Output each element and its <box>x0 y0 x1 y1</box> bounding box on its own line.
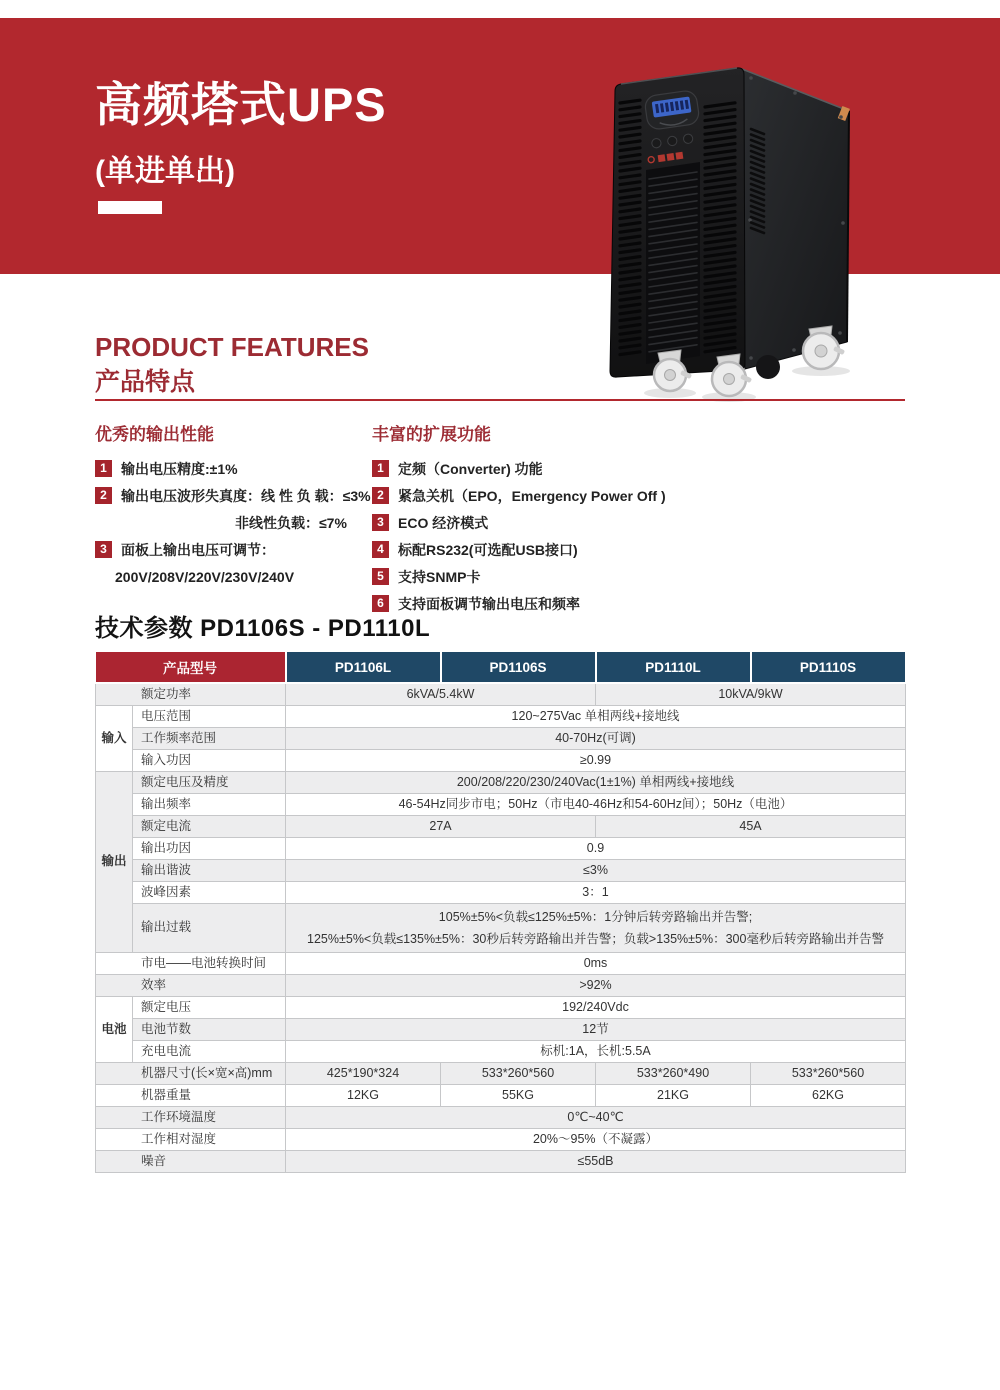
spec-value-cell: 12节 <box>286 1019 906 1041</box>
spec-header-row <box>96 652 906 683</box>
feature-text: 标配RS232(可选配USB接口) <box>398 541 578 558</box>
features-right-title: 丰富的扩展功能 <box>372 425 491 444</box>
feature-number-badge: 2 <box>95 487 112 504</box>
feature-text: 支持面板调节输出电压和频率 <box>398 595 580 612</box>
spec-label-cell: 额定功率 <box>96 683 286 706</box>
spec-value-cell: 425*190*324 <box>286 1063 441 1085</box>
spec-value-cell: 10kVA/9kW <box>596 683 906 706</box>
spec-row <box>96 706 906 728</box>
spec-value-cell: ≤3% <box>286 860 906 882</box>
feature-item <box>95 482 375 509</box>
spec-row <box>96 728 906 750</box>
spec-row <box>96 772 906 794</box>
spec-row <box>96 904 906 953</box>
spec-label-cell: 电压范围 <box>133 706 286 728</box>
spec-group-cell: 输入 <box>96 706 133 772</box>
spec-row <box>96 838 906 860</box>
feature-item <box>372 482 692 509</box>
spec-group-cell: 输出 <box>96 772 133 953</box>
spec-table-body <box>96 652 906 1173</box>
feature-item <box>372 509 692 536</box>
spec-value-cell: 6kVA/5.4kW <box>286 683 596 706</box>
ups-lcd-display <box>644 90 700 131</box>
spec-label-cell: 机器重量 <box>96 1085 286 1107</box>
banner-subtitle: (单进单出) <box>95 155 235 188</box>
spec-label-cell: 额定电压及精度 <box>133 772 286 794</box>
features-left-column <box>95 420 375 590</box>
spec-row <box>96 997 906 1019</box>
feature-item <box>372 536 692 563</box>
spec-label-cell: 工作环境温度 <box>96 1107 286 1129</box>
spec-value-cell: 0℃~40℃ <box>286 1107 906 1129</box>
feature-text: 面板上输出电压可调节： <box>121 541 275 558</box>
spec-label-cell: 输出谐波 <box>133 860 286 882</box>
spec-header-model: PD1110L <box>596 652 751 683</box>
spec-value-cell: 标机:1A，长机:5.5A <box>286 1041 906 1063</box>
spec-value-cell: 533*260*560 <box>751 1063 906 1085</box>
feature-number-badge: 2 <box>372 487 389 504</box>
feature-number-badge: 1 <box>372 460 389 477</box>
spec-label-cell: 工作频率范围 <box>133 728 286 750</box>
features-left-title: 优秀的输出性能 <box>95 425 214 444</box>
spec-row <box>96 1129 906 1151</box>
spec-label-cell: 输出频率 <box>133 794 286 816</box>
spec-value-cell: 27A <box>286 816 596 838</box>
feature-text: 输出电压精度:±1% <box>121 460 238 477</box>
spec-label-cell: 机器尺寸(长×宽×高)mm <box>96 1063 286 1085</box>
spec-row <box>96 750 906 772</box>
spec-row <box>96 1041 906 1063</box>
feature-number-badge: 6 <box>372 595 389 612</box>
features-divider <box>95 399 905 401</box>
spec-label-cell: 噪音 <box>96 1151 286 1173</box>
spec-label-cell: 输入功因 <box>133 750 286 772</box>
feature-text: ECO 经济模式 <box>398 514 489 531</box>
spec-value-cell: ≤55dB <box>286 1151 906 1173</box>
banner-title: 高频塔式UPS <box>95 78 387 131</box>
feature-number-badge: 3 <box>372 514 389 531</box>
feature-text: 支持SNMP卡 <box>398 568 481 585</box>
spec-row <box>96 1063 906 1085</box>
spec-row <box>96 860 906 882</box>
spec-row <box>96 1151 906 1173</box>
spec-table <box>95 652 907 1173</box>
ups-side-panel <box>742 69 850 369</box>
spec-label-cell: 工作相对湿度 <box>96 1129 286 1151</box>
spec-header-model: PD1106S <box>441 652 596 683</box>
spec-value-line: 105%±5%<负载≤125%±5%：1分钟后转旁路输出并告警; <box>438 909 753 924</box>
spec-label-cell: 充电电流 <box>133 1041 286 1063</box>
spec-label-cell: 输出功因 <box>133 838 286 860</box>
spec-value-cell: 21KG <box>596 1085 751 1107</box>
feature-number-badge: 5 <box>372 568 389 585</box>
spec-row <box>96 1019 906 1041</box>
product-image <box>588 55 888 405</box>
spec-value-cell: 192/240Vdc <box>286 997 906 1019</box>
spec-value-cell: 0ms <box>286 953 906 975</box>
features-heading-en: PRODUCT FEATURES <box>95 332 369 362</box>
feature-item-continuation <box>95 563 375 590</box>
spec-value-cell: 533*260*560 <box>441 1063 596 1085</box>
spec-row <box>96 1085 906 1107</box>
spec-row <box>96 882 906 904</box>
spec-value-cell: 40-70Hz(可调) <box>286 728 906 750</box>
feature-number-badge: 4 <box>372 541 389 558</box>
banner-underline-bar <box>98 201 162 214</box>
specs-heading: 技术参数 PD1106S - PD1110L <box>95 615 431 642</box>
spec-value-cell: 533*260*490 <box>596 1063 751 1085</box>
spec-value-cell: 3：1 <box>286 882 906 904</box>
spec-value-cell: 55KG <box>441 1085 596 1107</box>
ups-front-panel <box>610 68 745 377</box>
spec-label-cell: 波峰因素 <box>133 882 286 904</box>
feature-number-badge: 3 <box>95 541 112 558</box>
spec-value-line: 125%±5%<负载≤135%±5%：30秒后转旁路输出并告警；负载>135%±5%：300毫秒后转旁路输出并告警 <box>307 932 884 946</box>
feature-text: 输出电压波形失真度：线 性 负 载：≤3% <box>121 487 371 504</box>
spec-value-cell: 20%～95%（不凝露） <box>286 1129 906 1151</box>
spec-value-cell: ≥0.99 <box>286 750 906 772</box>
ups-tower-illustration <box>588 55 888 405</box>
spec-label-cell: 效率 <box>96 975 286 997</box>
spec-value-cell: 0.9 <box>286 838 906 860</box>
features-right-column <box>372 420 692 617</box>
feature-text: 紧急关机（EPO，Emergency Power Off ) <box>398 487 666 504</box>
spec-value-cell: 12KG <box>286 1085 441 1107</box>
spec-group-cell: 电池 <box>96 997 133 1063</box>
spec-label-cell: 电池节数 <box>133 1019 286 1041</box>
spec-value-cell: 120~275Vac 单相两线+接地线 <box>286 706 906 728</box>
features-heading-zh: 产品特点 <box>95 368 196 396</box>
feature-item <box>372 563 692 590</box>
feature-item <box>372 455 692 482</box>
spec-row <box>96 1107 906 1129</box>
spec-header-corner: 产品型号 <box>96 652 286 683</box>
spec-value-cell: 200/208/220/230/240Vac(1±1%) 单相两线+接地线 <box>286 772 906 794</box>
spec-value-cell: 46-54Hz同步市电；50Hz（市电40-46Hz和54-60Hz间）；50Hz（电池） <box>286 794 906 816</box>
spec-row <box>96 953 906 975</box>
spec-label-cell: 输出过载 <box>133 904 286 953</box>
spec-row <box>96 975 906 997</box>
spec-row <box>96 683 906 706</box>
spec-value-cell <box>286 904 906 953</box>
spec-row <box>96 816 906 838</box>
feature-number-badge: 1 <box>95 460 112 477</box>
spec-value-cell: >92% <box>286 975 906 997</box>
spec-value-cell: 62KG <box>751 1085 906 1107</box>
feature-text: 非线性负载：≤7% <box>235 514 347 531</box>
spec-label-cell: 额定电流 <box>133 816 286 838</box>
feature-text: 定频（Converter) 功能 <box>398 460 543 477</box>
spec-row <box>96 794 906 816</box>
feature-item <box>95 455 375 482</box>
spec-value-cell: 45A <box>596 816 906 838</box>
feature-text: 200V/208V/220V/230V/240V <box>115 568 295 585</box>
spec-header-model: PD1110S <box>751 652 906 683</box>
feature-item-continuation <box>95 509 375 536</box>
feature-item <box>95 536 375 563</box>
spec-label-cell: 额定电压 <box>133 997 286 1019</box>
spec-label-cell: 市电——电池转换时间 <box>96 953 286 975</box>
spec-header-model: PD1106L <box>286 652 441 683</box>
